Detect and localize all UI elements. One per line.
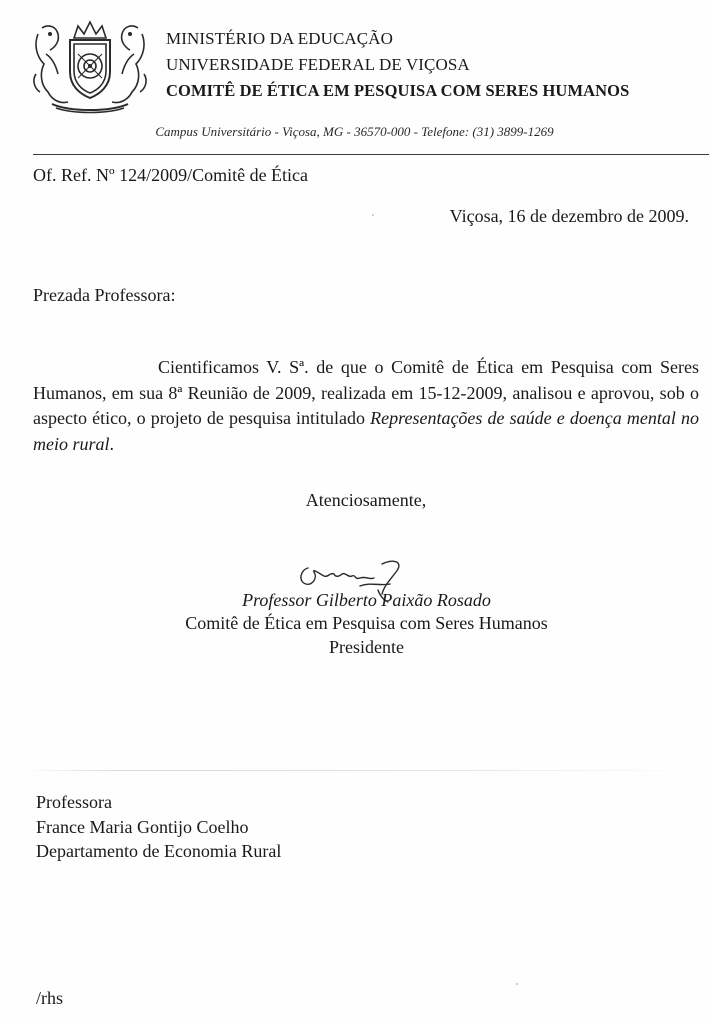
signer-committee: Comitê de Ética em Pesquisa com Seres Humanos	[185, 613, 548, 633]
recipient-department: Departamento de Economia Rural	[36, 841, 282, 861]
university-crest-icon	[30, 14, 150, 114]
university-name: UNIVERSIDADE FEDERAL DE VIÇOSA	[166, 55, 470, 74]
scan-speck	[372, 214, 374, 216]
body-end: .	[109, 433, 114, 454]
project-title: Representações de saúde e doença mental no meio rural	[33, 408, 699, 454]
scan-speck	[516, 983, 518, 985]
signer-role: Presidente	[329, 637, 404, 657]
recipient-name: France Maria Gontijo Coelho	[36, 816, 249, 837]
salutation: Prezada Professora:	[33, 285, 176, 305]
typist-initials: /rhs	[36, 988, 63, 1008]
recipient-title: Professora	[36, 792, 112, 812]
closing: Atenciosamente,	[305, 490, 427, 510]
body-text: Cientificamos V. Sª. de que o Comitê de Ética em Pesquisa com Seres Humanos, em sua 8ª Reunião de 2009, realizada em 15-12-2009, analisou e aprovou, sob o aspecto ético, o projeto de pesquisa intitulado	[33, 357, 699, 428]
letter-body	[33, 355, 699, 457]
scan-line	[20, 770, 700, 771]
signer-name: Professor Gilberto Paixão Rosado	[242, 590, 491, 610]
header-divider	[33, 154, 709, 155]
reference-number: Of. Ref. Nº 124/2009/Comitê de Ética	[33, 165, 309, 185]
campus-address: Campus Universitário - Viçosa, MG - 36570-000 - Telefone: (31) 3899-1269	[155, 124, 554, 139]
letter-date: Viçosa, 16 de dezembro de 2009.	[449, 206, 689, 226]
recipient-block	[36, 790, 281, 864]
committee-name: COMITÊ DE ÉTICA EM PESQUISA COM SERES HUMANOS	[166, 81, 630, 100]
institution-header	[166, 26, 706, 104]
ministry-name: MINISTÉRIO DA EDUCAÇÃO	[166, 29, 393, 48]
